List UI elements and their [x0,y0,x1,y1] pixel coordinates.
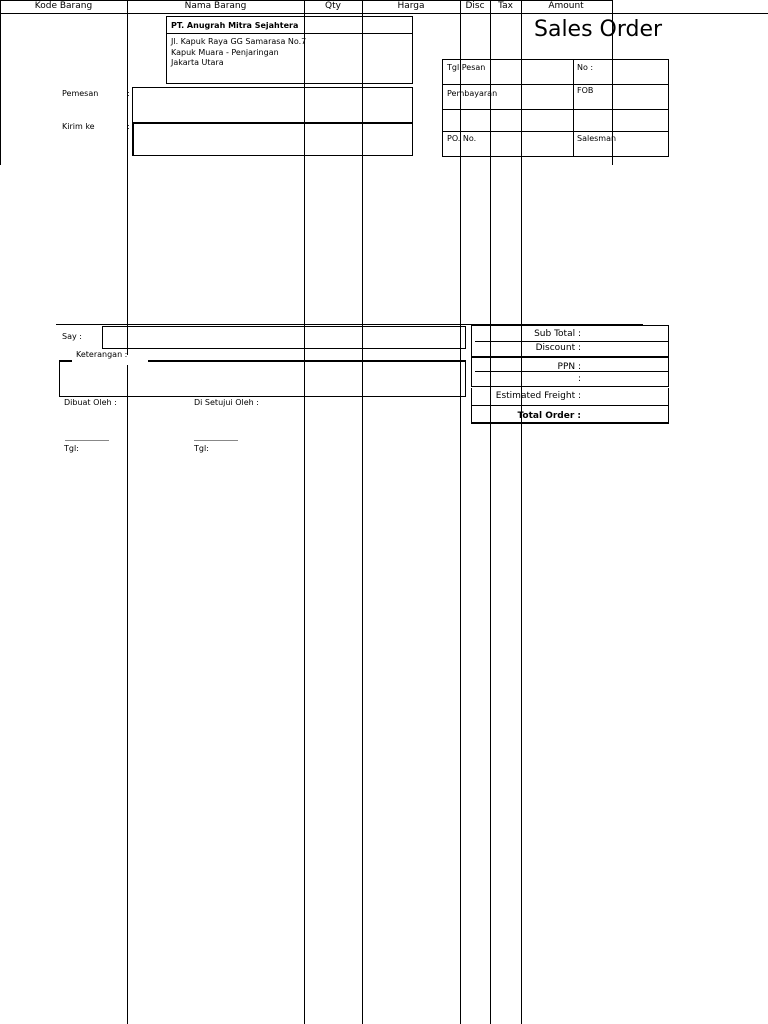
pemesan-label: Pemesan [62,89,99,98]
column-divider [460,0,461,1024]
salesman-label: Salesman [577,134,617,143]
keterangan-field[interactable] [59,360,466,397]
say-field[interactable] [102,326,466,349]
keterangan-label: Keterangan : [76,350,128,359]
dibuat-oleh-label: Dibuat Oleh : [64,398,117,407]
header-amount: Amount [548,1,584,11]
column-divider [521,0,522,1024]
company-address-line3: Jakarta Utara [171,58,224,67]
tgl-pesan-label: Tgl Pesan [447,63,486,72]
header-nama-barang: Nama Barang [184,1,247,11]
pembayaran-label: Pembayaran [447,89,498,98]
company-box [166,16,413,84]
info-row-divider [443,84,668,85]
info-row-divider [443,109,668,110]
info-column-divider [573,60,574,156]
estimated-freight-label: Estimated Freight : [495,391,581,401]
column-divider [490,0,491,1024]
blank-total-label: : [577,374,581,384]
header-kode-barang: Kode Barang [34,1,93,11]
totals-rule [471,356,669,358]
column-divider [127,0,128,1024]
header-harga: Harga [397,1,425,11]
order-info-grid [442,59,669,157]
totals-rule [475,371,669,372]
disetujui-oleh-label: Di Setujui Oleh : [194,398,259,407]
totals-rule [471,386,669,387]
kirim-ke-field[interactable] [132,123,413,156]
header-tax: Tax [498,1,513,11]
signature-line-left [65,440,109,441]
signature-line-right [194,440,238,441]
totals-top-rule [471,325,669,326]
header-qty: Qty [325,1,341,11]
company-address-line2: Kapuk Muara - Penjaringan [171,48,279,57]
tgl-right-label: Tgl: [194,444,209,453]
sub-total-label: Sub Total : [534,329,581,339]
company-name: PT. Anugrah Mitra Sejahtera [171,21,299,30]
document-title: Sales Order [534,17,663,42]
header-disc: Disc [465,1,485,11]
totals-right-edge [668,358,669,386]
kirim-ke-colon: : [127,122,130,131]
totals-rule [471,405,669,406]
pemesan-field[interactable] [132,87,413,123]
say-label: Say : [62,332,82,341]
tgl-left-label: Tgl: [64,444,79,453]
kirim-ke-label: Kirim ke [62,122,95,131]
column-divider [362,0,363,1024]
no-label: No : [577,63,594,72]
total-order-label: Total Order : [517,411,581,421]
column-divider [304,0,305,1024]
company-divider [167,33,412,34]
company-address-line1: Jl. Kapuk Raya GG Samarasa No.7 [171,37,307,46]
po-no-label: PO. No. [447,134,477,143]
totals-bottom-rule [471,422,669,424]
info-row-divider [443,131,668,132]
ppn-label: PPN : [557,362,581,372]
pemesan-colon: : [127,89,130,98]
fob-label: FOB [577,86,594,95]
discount-label: Discount : [535,343,581,353]
totals-right-edge [668,388,669,424]
